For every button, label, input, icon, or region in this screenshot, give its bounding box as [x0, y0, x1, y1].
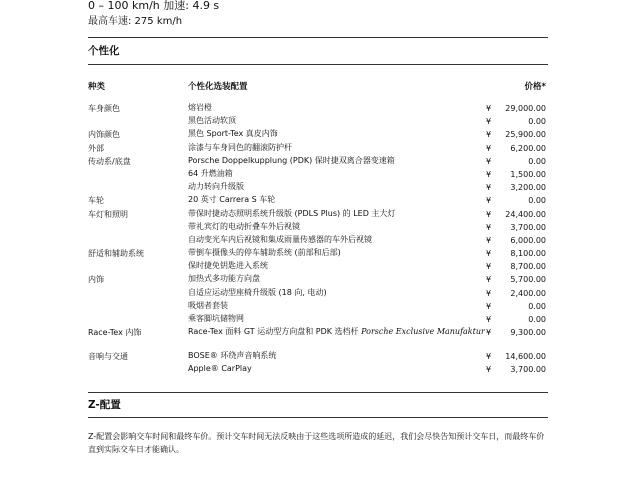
- z-config-note: Z-配置会影响交车时间和最终车价。预计交车时间无法反映由于这些选项所造成的延迟，我们会尽快告知预计交车日，而最终车价直到实际交车日才能确认。: [88, 432, 545, 454]
- table-row: [88, 128, 548, 141]
- row-price: [486, 260, 546, 273]
- row-category: 传动系/底盘: [88, 156, 131, 166]
- row-item: [188, 102, 488, 113]
- row-item: [188, 128, 488, 139]
- table-row: [88, 168, 548, 181]
- row-item-text: BOSE® 环绕声音响系统: [188, 351, 277, 361]
- row-item-text: Apple® CarPlay: [188, 364, 252, 374]
- table-header: [88, 80, 548, 94]
- row-item: [188, 194, 488, 205]
- price-amount: 8,100.00: [510, 249, 546, 259]
- price-amount: 24,400.00: [505, 209, 546, 219]
- row-category: 外部: [88, 143, 104, 153]
- row-category: 内饰: [88, 275, 104, 285]
- row-item-text: 乘客脚坑储物网: [188, 314, 244, 323]
- row-item-italic: Porsche Exclusive Manufaktur: [361, 327, 485, 337]
- row-item: [188, 363, 488, 374]
- currency-symbol: ¥: [486, 235, 492, 245]
- section-divider: [88, 392, 548, 393]
- price-amount: 2,400.00: [510, 288, 546, 298]
- price-amount: 0.00: [528, 196, 546, 206]
- row-item: [188, 300, 488, 311]
- table-row: [88, 287, 548, 300]
- table-row: [88, 234, 548, 247]
- currency-symbol: ¥: [486, 183, 492, 193]
- row-item-text: 自动变光车内后视镜和集成雨量传感器的车外后视镜: [188, 234, 372, 244]
- row-price: [486, 128, 546, 141]
- currency-symbol: ¥: [486, 315, 492, 324]
- options-table: [88, 102, 548, 377]
- currency-symbol: ¥: [486, 352, 492, 362]
- row-category: 车身颜色: [88, 104, 120, 113]
- row-item: [188, 350, 488, 361]
- row-price: [486, 234, 546, 247]
- price-amount: 25,900.00: [505, 130, 546, 140]
- price-amount: 14,600.00: [505, 352, 546, 362]
- currency-symbol: ¥: [486, 365, 492, 375]
- price-amount: 0.00: [528, 117, 546, 127]
- currency-symbol: ¥: [486, 117, 492, 127]
- spec-acceleration: 0 – 100 km/h 加速: 4.9 s: [88, 0, 220, 12]
- row-price: [486, 168, 546, 181]
- currency-symbol: ¥: [486, 262, 492, 272]
- table-row: [88, 313, 548, 326]
- row-item-text: 加热式多功能方向盘: [188, 274, 260, 284]
- row-price: [486, 273, 546, 286]
- row-category: 舒适和辅助系统: [88, 249, 144, 259]
- row-price: [486, 194, 546, 207]
- row-price: [486, 155, 546, 168]
- row-category: 车灯和照明: [88, 209, 128, 219]
- row-item: [188, 221, 488, 232]
- currency-symbol: ¥: [486, 104, 492, 113]
- price-amount: 9,300.00: [510, 328, 546, 338]
- section-divider: [88, 37, 548, 38]
- currency-symbol: ¥: [486, 222, 492, 232]
- row-price: [486, 247, 546, 260]
- row-item-text: 64 升燃油箱: [188, 168, 233, 178]
- header-price: 价格*: [524, 82, 546, 92]
- row-item-text: 熔岩橙: [188, 103, 212, 112]
- row-price: [486, 142, 546, 155]
- row-item: [188, 287, 488, 298]
- row-item: [188, 247, 488, 258]
- currency-symbol: ¥: [486, 275, 492, 285]
- row-item: [188, 234, 488, 245]
- price-amount: 0.00: [528, 156, 546, 166]
- section-title-personalization: 个性化: [88, 45, 120, 57]
- row-category: 音响与交通: [88, 352, 128, 362]
- currency-symbol: ¥: [486, 130, 492, 140]
- currency-symbol: ¥: [486, 209, 492, 219]
- table-row: [88, 363, 548, 376]
- price-amount: 3,200.00: [510, 183, 546, 193]
- section-divider: [88, 64, 548, 65]
- row-item: [188, 142, 488, 153]
- row-item-text: 动力转向升级版: [188, 182, 244, 192]
- row-category: 车轮: [88, 196, 104, 206]
- price-amount: 1,500.00: [510, 169, 546, 179]
- row-price: [486, 313, 546, 326]
- price-amount: 6,000.00: [510, 235, 546, 245]
- row-item-text: 带倒车摄像头的停车辅助系统 (前部和后部): [188, 248, 341, 258]
- table-row: [88, 350, 548, 363]
- price-amount: 8,700.00: [510, 262, 546, 272]
- row-price: [486, 300, 546, 313]
- table-row: [88, 221, 548, 234]
- currency-symbol: ¥: [486, 143, 492, 153]
- row-item-text: 涂漆与车身同色的翻滚防护杆: [188, 142, 292, 152]
- currency-symbol: ¥: [486, 249, 492, 259]
- table-row: [88, 155, 548, 168]
- row-price: [486, 181, 546, 194]
- table-row: [88, 208, 548, 221]
- price-amount: 5,700.00: [510, 275, 546, 285]
- section-divider: [88, 417, 548, 418]
- row-item: [188, 326, 488, 337]
- price-amount: 3,700.00: [510, 365, 546, 375]
- row-item-text: 带保时捷动态照明系统升级版 (PDLS Plus) 的 LED 主大灯: [188, 208, 396, 218]
- row-item-text: 吸烟者套装: [188, 300, 228, 310]
- row-item: [188, 168, 488, 179]
- row-item: [188, 115, 488, 126]
- row-item: [188, 273, 488, 284]
- table-row: [88, 194, 548, 207]
- row-price: [486, 363, 546, 376]
- row-item-text: 保时捷免钥匙进入系统: [188, 261, 268, 271]
- spec-top-speed: 最高车速: 275 km/h: [88, 16, 183, 27]
- row-price: [486, 115, 546, 128]
- row-price: [486, 350, 546, 363]
- row-item: [188, 155, 488, 166]
- header-category: 种类: [88, 82, 106, 92]
- row-price: [486, 221, 546, 234]
- row-price: [486, 102, 546, 115]
- row-item-text: 带礼宾灯的电动折叠车外后视镜: [188, 221, 300, 231]
- table-row: [88, 102, 548, 115]
- currency-symbol: ¥: [486, 301, 492, 311]
- table-row: [88, 181, 548, 194]
- table-row: [88, 326, 548, 350]
- currency-symbol: ¥: [486, 196, 492, 206]
- row-item: [188, 208, 488, 219]
- currency-symbol: ¥: [486, 156, 492, 166]
- document-page: [88, 0, 548, 480]
- row-item: [188, 181, 488, 192]
- price-amount: 29,000.00: [505, 104, 546, 113]
- row-price: [486, 287, 546, 300]
- table-row: [88, 142, 548, 155]
- price-amount: 0.00: [528, 301, 546, 311]
- price-amount: 0.00: [528, 315, 546, 324]
- price-amount: 3,700.00: [510, 222, 546, 232]
- table-row: [88, 273, 548, 286]
- table-row: [88, 247, 548, 260]
- section-title-z-config: Z-配置: [88, 399, 121, 411]
- row-item-text: 黑色 Sport-Tex 真皮内饰: [188, 129, 278, 139]
- row-item: [188, 260, 488, 271]
- currency-symbol: ¥: [486, 288, 492, 298]
- row-price: [486, 326, 546, 339]
- currency-symbol: ¥: [486, 328, 492, 338]
- price-amount: 6,200.00: [510, 143, 546, 153]
- row-item: [188, 313, 488, 324]
- row-price: [486, 208, 546, 221]
- row-item-text: 自适应运动型座椅升级版 (18 向, 电动): [188, 287, 327, 297]
- row-category: Race-Tex 内饰: [88, 328, 142, 338]
- table-row: [88, 115, 548, 128]
- table-row: [88, 260, 548, 273]
- table-row: [88, 300, 548, 313]
- currency-symbol: ¥: [486, 169, 492, 179]
- row-item-text: 黑色活动软顶: [188, 116, 236, 126]
- row-item-text: Porsche Doppelkupplung (PDK) 保时捷双离合器变速箱: [188, 155, 395, 165]
- header-item: 个性化选装配置: [188, 82, 248, 92]
- row-category: 内饰颜色: [88, 130, 120, 140]
- row-item-text: 20 英寸 Carrera S 车轮: [188, 195, 276, 205]
- row-item-text: Race-Tex 面料 GT 运动型方向盘和 PDK 选档杆: [188, 327, 359, 337]
